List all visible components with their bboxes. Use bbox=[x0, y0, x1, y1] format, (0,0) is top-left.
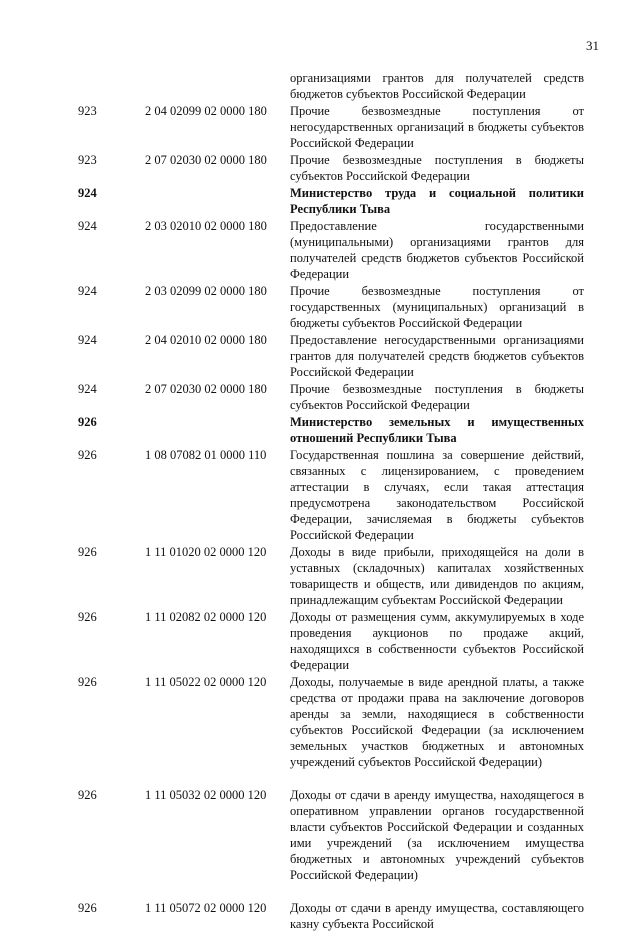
admin-code: 926 bbox=[78, 901, 97, 915]
table-row bbox=[0, 381, 640, 414]
table-row bbox=[0, 609, 640, 674]
admin-code: 926 bbox=[78, 448, 97, 462]
budget-classification-code: 1 08 07082 01 0000 110 bbox=[145, 448, 267, 462]
admin-code: 924 bbox=[78, 284, 97, 298]
admin-code: 926 bbox=[78, 415, 97, 429]
budget-classification-code: 2 07 02030 02 0000 180 bbox=[145, 153, 267, 167]
revenue-description: Прочие безвозмездные поступления в бюджеты субъектов Российской Федерации bbox=[290, 153, 584, 183]
revenue-description: организациями грантов для получателей средств бюджетов субъектов Российской Федерации bbox=[290, 71, 584, 101]
admin-code: 926 bbox=[78, 545, 97, 559]
budget-classification-code: 2 07 02030 02 0000 180 bbox=[145, 382, 267, 396]
table-row bbox=[0, 103, 640, 152]
admin-code: 926 bbox=[78, 788, 97, 802]
revenue-description: Предоставление негосударственными организациями грантов для получателей средств бюджетов субъектов Российской Федерации bbox=[290, 333, 584, 379]
admin-code: 923 bbox=[78, 153, 97, 167]
table-row bbox=[0, 283, 640, 332]
revenue-description: Министерство земельных и имущественных отношений Республики Тыва bbox=[290, 415, 584, 445]
budget-classification-code: 2 04 02010 02 0000 180 bbox=[145, 333, 267, 347]
table-row bbox=[0, 218, 640, 283]
table-section-header bbox=[0, 414, 640, 447]
budget-classification-code: 1 11 05022 02 0000 120 bbox=[145, 675, 267, 689]
page-number: 31 bbox=[586, 38, 599, 53]
budget-classification-code: 2 03 02099 02 0000 180 bbox=[145, 284, 267, 298]
budget-classification-code: 1 11 02082 02 0000 120 bbox=[145, 610, 267, 624]
revenue-description: Государственная пошлина за совершение действий, связанных с лицензированием, с проведением аттестации в случаях, если такая аттестация предусмотрена законодательством Российской Федерации, зачисляемая в бюджеты субъектов Российской Федерации bbox=[290, 448, 584, 542]
budget-classification-code: 2 04 02099 02 0000 180 bbox=[145, 104, 267, 118]
revenue-description: Прочие безвозмездные поступления в бюджеты субъектов Российской Федерации bbox=[290, 382, 584, 412]
budget-classification-code: 1 11 05072 02 0000 120 bbox=[145, 901, 267, 915]
table-row bbox=[0, 70, 640, 103]
admin-code: 924 bbox=[78, 333, 97, 347]
revenue-description: Доходы, получаемые в виде арендной платы, а также средства от продажи права на заключение договоров аренды за земли, находящиеся в собственности субъектов Российской Федерации (за исключением земельных участков бюджетных и автономных учреждений субъектов Российской Федерации) bbox=[290, 675, 584, 769]
table-row bbox=[0, 787, 640, 900]
revenue-description: Прочие безвозмездные поступления от негосударственных организаций в бюджеты субъектов Российской Федерации bbox=[290, 104, 584, 150]
table-row bbox=[0, 152, 640, 185]
revenue-description: Прочие безвозмездные поступления от государственных (муниципальных) организаций в бюджеты субъектов Российской Федерации bbox=[290, 284, 584, 330]
table-row bbox=[0, 447, 640, 544]
admin-code: 926 bbox=[78, 675, 97, 689]
revenue-description: Министерство труда и социальной политики Республики Тыва bbox=[290, 186, 584, 216]
revenue-code-table bbox=[0, 70, 640, 933]
revenue-description: Доходы от сдачи в аренду имущества, находящегося в оперативном управлении органов государственной власти субъектов Российской Федерации и созданных ими учреждений (за исключением имущества бюджетных и автономных учреждений субъектов Российской Федерации) bbox=[290, 788, 584, 882]
table-row bbox=[0, 544, 640, 609]
table-row bbox=[0, 674, 640, 787]
admin-code: 924 bbox=[78, 382, 97, 396]
table-row bbox=[0, 332, 640, 381]
admin-code: 926 bbox=[78, 610, 97, 624]
admin-code: 923 bbox=[78, 104, 97, 118]
revenue-description: Доходы от размещения сумм, аккумулируемых в ходе проведения аукционов по продаже акций, находящихся в собственности субъектов Российской Федерации bbox=[290, 610, 584, 672]
admin-code: 924 bbox=[78, 186, 97, 200]
admin-code: 924 bbox=[78, 219, 97, 233]
budget-classification-code: 2 03 02010 02 0000 180 bbox=[145, 219, 267, 233]
table-section-header bbox=[0, 185, 640, 218]
budget-classification-code: 1 11 01020 02 0000 120 bbox=[145, 545, 267, 559]
revenue-description: Доходы от сдачи в аренду имущества, составляющего казну субъекта Российской bbox=[290, 901, 584, 931]
budget-classification-code: 1 11 05032 02 0000 120 bbox=[145, 788, 267, 802]
revenue-description: Предоставление государственными (муниципальными) организациями грантов для получателей средств бюджетов субъектов Российской Федерации bbox=[290, 219, 584, 281]
revenue-description: Доходы в виде прибыли, приходящейся на доли в уставных (складочных) капиталах хозяйственных товариществ и обществ, или дивидендов по акциям, принадлежащим субъектам Российской Федерации bbox=[290, 545, 584, 607]
